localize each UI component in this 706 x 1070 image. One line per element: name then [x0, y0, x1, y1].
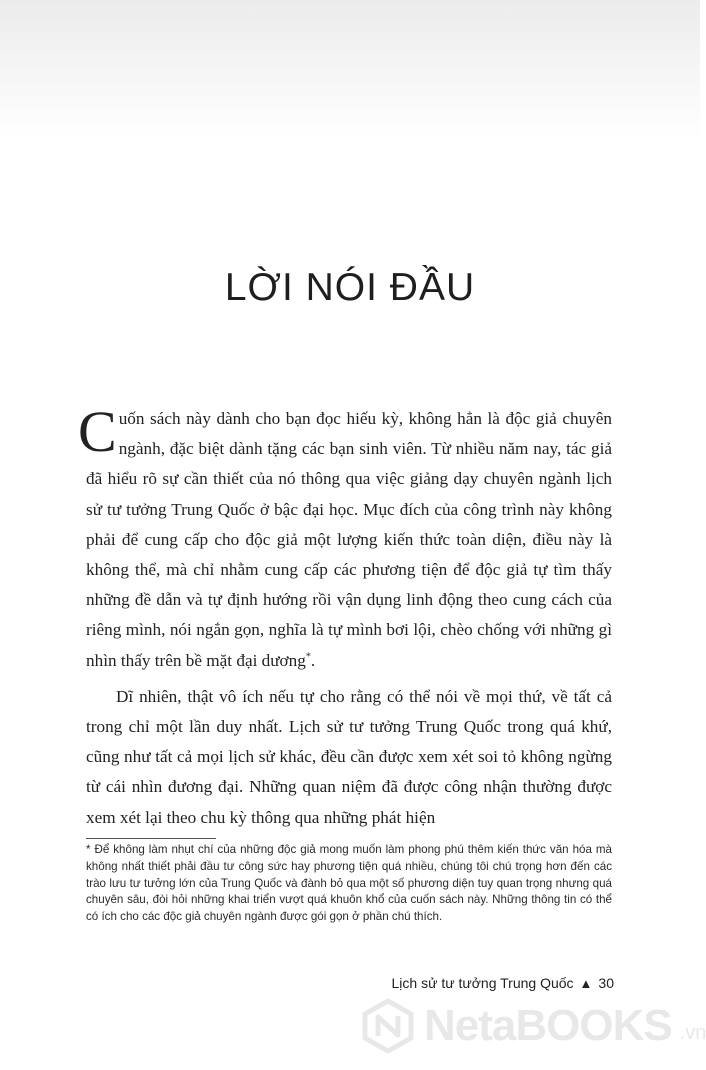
page-number: 30	[598, 975, 614, 991]
netabooks-logo-icon	[360, 998, 416, 1054]
triangle-icon: ▲	[579, 975, 593, 991]
watermark	[360, 998, 706, 1054]
paragraph-1	[78, 399, 612, 676]
watermark-suffix: .vn	[679, 1021, 706, 1044]
running-title: Lịch sử tư tưởng Trung Quốc	[391, 975, 574, 991]
footnote-text: * Để không làm nhụt chí của những độc giả mong muốn làm phong phú thêm kiến thức văn hóa mà không nhất thiết phải đầu tư công sức hay phương tiện quá nhiều, chúng tôi chú trọng hơn đến các trào lưu tư tưởng lớn của Trung Quốc và đành bỏ qua một số phương diện tuy quan trọng nhưng quá chuyên sâu, đòi hỏi những khai triển vượt quá khuôn khổ của cuốn sách này. Những thông tin có thể có ích cho các độc giả chuyên ngành được gói gọn ở phần chú thích.	[86, 843, 612, 924]
drop-cap: C	[78, 399, 117, 464]
footnote-divider	[86, 838, 216, 839]
page-footer	[392, 975, 615, 991]
watermark-brand: NetaBOOKS	[424, 1001, 672, 1050]
paragraph-2: Dĩ nhiên, thật vô ích nếu tự cho rằng có thể nói về mọi thứ, về tất cả trong chỉ một lần duy nhất. Lịch sử tư tưởng Trung Quốc trong quá khứ, cũng như tất cả mọi lịch sử khác, đều cần được xem xét soi tỏ không ngừng từ cái nhìn đương đại. Những quan niệm đã được công nhận thường được xem xét lại theo chu kỳ thông qua những phát hiện	[86, 686, 612, 827]
chapter-title: LỜI NÓI ĐẦU	[224, 266, 476, 309]
body-text	[78, 399, 612, 833]
paragraph-1-end: .	[310, 650, 316, 670]
footnote-reference[interactable]: *	[305, 650, 311, 662]
paragraph-1-text: uốn sách này dành cho bạn đọc hiếu kỳ, không hẳn là độc giả chuyên ngành, đặc biệt dành tặng các bạn sinh viên. Từ nhiều năm nay, tác giả đã hiểu rõ sự cần thiết của nó thông qua việc giảng dạy chuyên ngành lịch sử tư tưởng Trung Quốc ở bậc đại học. Mục đích của công trình này không phải để cung cấp cho độc giả một lượng kiến thức toàn diện, điều này là không thể, mà chỉ nhằm cung cấp các phương tiện để độc giả tự tìm thấy những đề dẫn và tự định hướng rồi vận dụng linh động theo cung cách của riêng mình, nói ngắn gọn, nghĩa là tự mình bơi lội, chèo chống với những gì nhìn thấy trên bề mặt đại dương	[86, 409, 612, 670]
